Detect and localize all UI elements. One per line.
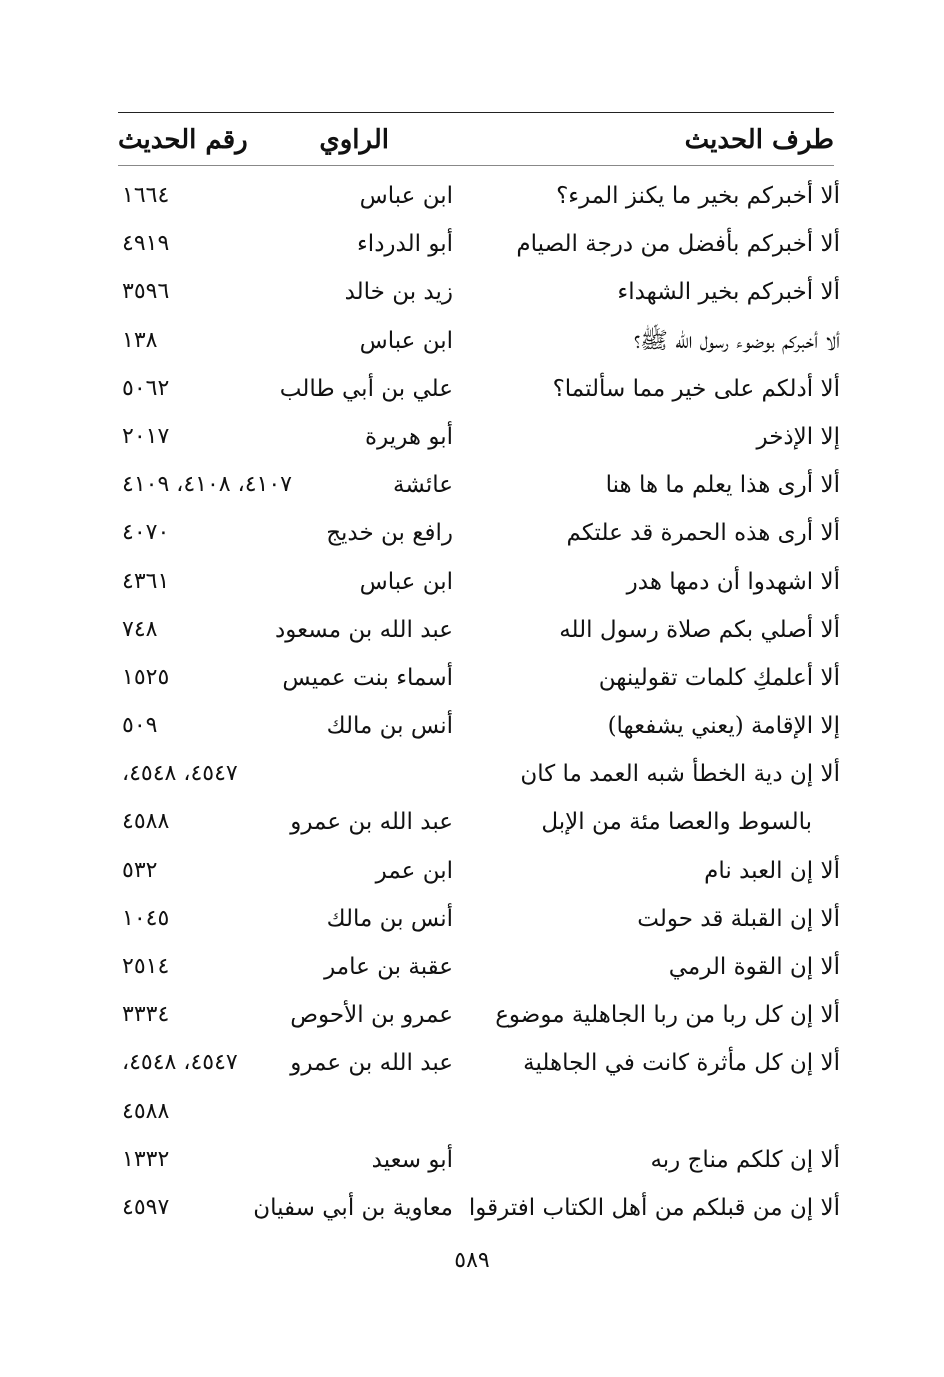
hadith-number: ١٣٨ xyxy=(122,327,158,353)
hadith-number: ٤٣٦١ xyxy=(122,568,170,594)
header-number: رقم الحديث xyxy=(118,125,248,155)
hadith-number: ٣٥٩٦ xyxy=(122,279,170,305)
hadith-text: ألا إن كل ربا من ربا الجاهلية موضوع xyxy=(495,1002,840,1029)
narrator-name: أنس بن مالك xyxy=(326,713,453,740)
table-row xyxy=(118,750,840,798)
table-row xyxy=(118,1136,840,1184)
narrator-name: أنس بن مالك xyxy=(326,905,453,932)
table-row xyxy=(118,558,840,606)
top-rule xyxy=(118,112,834,113)
table-row xyxy=(118,798,840,846)
hadith-number: ٤٥٩٧ xyxy=(122,1194,170,1220)
hadith-number: ٤٥٤٧، ٤٥٤٨، xyxy=(122,761,238,787)
narrator-name: زيد بن خالد xyxy=(344,279,453,306)
narrator-name: ابن عباس xyxy=(359,183,453,209)
hadith-number: ٤١٠٧، ٤١٠٨، ٤١٠٩ xyxy=(122,472,292,498)
hadith-number: ٤٥٤٧، ٤٥٤٨، xyxy=(122,1050,238,1076)
table-row xyxy=(118,172,840,220)
hadith-text: ألا أعلمكِ كلمات تقولينهن xyxy=(598,664,840,691)
hadith-number: ٤٥٨٨ xyxy=(122,1098,170,1124)
table-row xyxy=(118,991,840,1039)
narrator-name: عائشة xyxy=(393,472,453,499)
hadith-index-table xyxy=(118,172,840,1232)
narrator-name: معاوية بن أبي سفيان xyxy=(253,1194,453,1221)
hadith-text: إلا الإذخر xyxy=(756,423,840,450)
hadith-text: ألا إن القبلة قد حولت xyxy=(637,905,840,932)
hadith-text: ألا أخبركم بوضوء رسول الله ﷺ؟ xyxy=(633,327,840,354)
hadith-number: ٣٣٣٤ xyxy=(122,1002,170,1028)
hadith-text: ألا إن كل مأثرة كانت في الجاهلية xyxy=(523,1050,840,1077)
header-divider xyxy=(118,165,834,166)
table-row xyxy=(118,365,840,413)
hadith-number: ١٠٤٥ xyxy=(122,905,170,931)
header-hadith: طرف الحديث xyxy=(684,125,834,155)
hadith-number: ٥٣٢ xyxy=(122,857,158,883)
hadith-text: ألا أدلكم على خير مما سألتما؟ xyxy=(552,375,840,402)
table-row xyxy=(118,702,840,750)
narrator-name: أبو سعيد xyxy=(371,1146,453,1173)
narrator-name: عبد الله بن مسعود xyxy=(275,616,453,643)
hadith-text: ألا إن كلكم مناج ربه xyxy=(650,1146,840,1173)
hadith-text: ألا أرى هذه الحمرة قد علتكم xyxy=(566,520,840,547)
narrator-name: عمرو بن الأحوص xyxy=(290,1002,453,1029)
narrator-name: ابن عمر xyxy=(375,857,453,884)
table-row xyxy=(118,509,840,557)
hadith-number: ١٦٦٤ xyxy=(122,183,170,208)
hadith-number: ٥٠٦٢ xyxy=(122,375,170,401)
hadith-text: بالسوط والعصا مئة من الإبل xyxy=(541,809,812,836)
hadith-text: ألا أرى هذا يعلم ما ها هنا xyxy=(605,472,840,499)
table-row xyxy=(118,461,840,509)
page-number: ٥٨٩ xyxy=(454,1248,490,1273)
table-row xyxy=(118,1039,840,1087)
narrator-name: عقبة بن عامر xyxy=(324,954,453,980)
hadith-text: ألا أخبركم بخير الشهداء xyxy=(617,279,840,306)
hadith-text: ألا أخبركم بأفضل من درجة الصيام xyxy=(516,231,840,258)
narrator-name: عبد الله بن عمرو xyxy=(290,1050,453,1077)
hadith-number: ١٥٢٥ xyxy=(122,664,170,690)
narrator-name: ابن عباس xyxy=(359,568,453,595)
table-row xyxy=(118,847,840,895)
table-row xyxy=(118,606,840,654)
hadith-number: ٢٠١٧ xyxy=(122,423,170,449)
hadith-number: ١٣٣٢ xyxy=(122,1146,170,1172)
table-row xyxy=(118,268,840,316)
narrator-name: أبو الدرداء xyxy=(356,231,453,258)
table-row xyxy=(118,317,840,365)
table-row xyxy=(118,895,840,943)
table-row xyxy=(118,1088,840,1136)
table-row xyxy=(118,220,840,268)
hadith-text: ألا أصلي بكم صلاة رسول الله xyxy=(559,616,840,643)
table-row xyxy=(118,654,840,702)
table-row xyxy=(118,413,840,461)
narrator-name: عبد الله بن عمرو xyxy=(290,809,453,836)
hadith-text: ألا إن دية الخطأ شبه العمد ما كان xyxy=(520,761,840,788)
hadith-number: ٤٩١٩ xyxy=(122,231,170,257)
narrator-name: علي بن أبي طالب xyxy=(279,375,453,402)
hadith-text: ألا إن العبد نام xyxy=(704,857,840,884)
hadith-text: ألا اشهدوا أن دمها هدر xyxy=(626,568,840,595)
narrator-name: ابن عباس xyxy=(359,327,453,354)
table-row xyxy=(118,943,840,991)
table-header xyxy=(118,118,834,162)
table-row xyxy=(118,1184,840,1232)
hadith-number: ٢٥١٤ xyxy=(122,954,170,979)
hadith-number: ٥٠٩ xyxy=(122,713,158,739)
header-narrator: الراوي xyxy=(319,125,389,155)
hadith-text: إلا الإقامة (يعني يشفعها) xyxy=(607,713,840,740)
hadith-text: ألا إن القوة الرمي xyxy=(668,954,840,980)
narrator-name: رافع بن خديج xyxy=(326,520,453,547)
narrator-name: أبو هريرة xyxy=(365,423,453,450)
hadith-number: ٤٥٨٨ xyxy=(122,809,170,835)
hadith-number: ٧٤٨ xyxy=(122,616,158,642)
narrator-name: أسماء بنت عميس xyxy=(282,664,453,691)
hadith-text: ألا أخبركم بخير ما يكنز المرء؟ xyxy=(556,183,840,209)
hadith-text: ألا إن من قبلكم من أهل الكتاب افترقوا xyxy=(468,1194,840,1221)
hadith-number: ٤٠٧٠ xyxy=(122,520,170,546)
